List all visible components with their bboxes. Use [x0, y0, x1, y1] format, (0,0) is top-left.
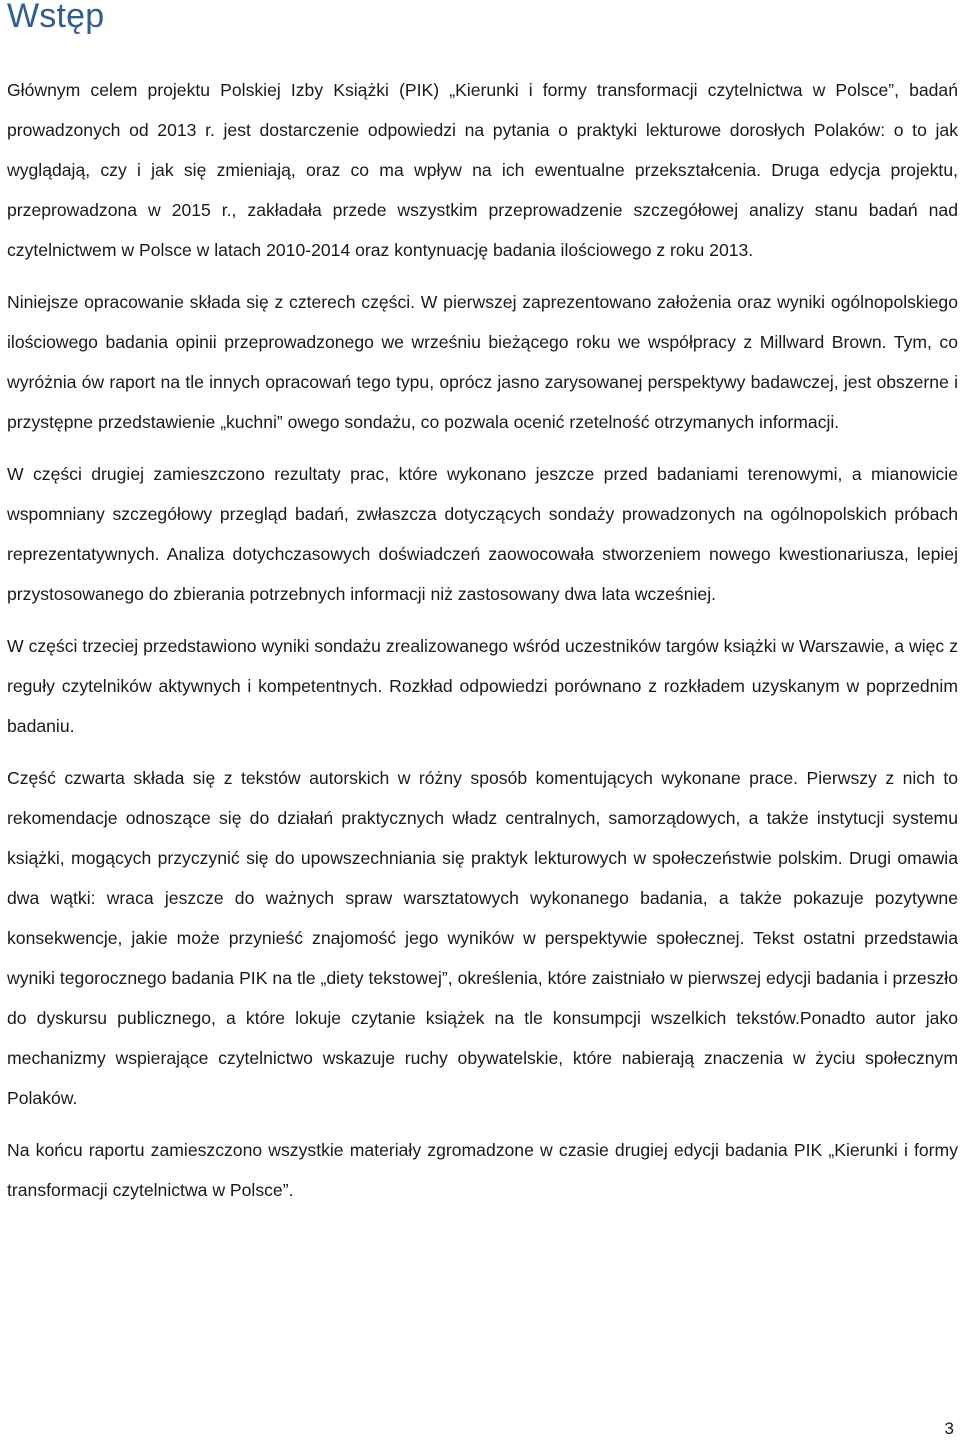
paragraph-structure: Niniejsze opracowanie składa się z czterech części. W pierwszej zaprezentowano założenia oraz wyniki ogólnopolskiego ilościowego badania opinii przeprowadzonego we wrześniu bieżącego roku we współpracy z Millward Brown. Tym, co wyróżnia ów raport na tle innych opracowań tego typu, oprócz jasno zarysowanej perspektywy badawczej, jest obszerne i przystępne przedstawienie „kuchni” owego sondażu, co pozwala ocenić rzetelność otrzymanych informacji. [7, 292, 958, 432]
paragraph-part-two: W części drugiej zamieszczono rezultaty prac, które wykonano jeszcze przed badaniami terenowymi, a mianowicie wspomniany szczegółowy przegląd badań, zwłaszcza dotyczących sondaży prowadzonych na ogólnopolskich próbach reprezentatywnych. Analiza dotychczasowych doświadczeń zaowocowała stworzeniem nowego kwestionariusza, lepiej przystosowanego do zbierania potrzebnych informacji niż zastosowany dwa lata wcześniej. [7, 464, 958, 604]
paragraph-intro: Głównym celem projektu Polskiej Izby Książki (PIK) „Kierunki i formy transformacji czytelnictwa w Polsce”, badań prowadzonych od 2013 r. jest dostarczenie odpowiedzi na pytania o praktyki lekturowe dorosłych Polaków: o to jak wyglądają, czy i jak się zmieniają, oraz co ma wpływ na ich ewentualne przekształcenia. Druga edycja projektu, przeprowadzona w 2015 r., zakładała przede wszystkim przeprowadzenie szczegółowej analizy stanu badań nad czytelnictwem w Polsce w latach 2010-2014 oraz kontynuację badania ilościowego z roku 2013. [7, 80, 958, 260]
page-number: 3 [944, 1419, 954, 1438]
body-text [7, 70, 958, 1222]
paragraph-closing: Na końcu raportu zamieszczono wszystkie materiały zgromadzone w czasie drugiej edycji badania PIK „Kierunki i formy transformacji czytelnictwa w Polsce”. [7, 1140, 958, 1200]
paragraph-part-three: W części trzeciej przedstawiono wyniki sondażu zrealizowanego wśród uczestników targów książki w Warszawie, a więc z reguły czytelników aktywnych i kompetentnych. Rozkład odpowiedzi porównano z rozkładem uzyskanym w poprzednim badaniu. [7, 636, 958, 736]
paragraph-part-four: Część czwarta składa się z tekstów autorskich w różny sposób komentujących wykonane prace. Pierwszy z nich to rekomendacje odnoszące się do działań praktycznych władz centralnych, samorządowych, a także instytucji systemu książki, mogących przyczynić się do upowszechniania się praktyk lekturowych w społeczeństwie polskim. Drugi omawia dwa wątki: wraca jeszcze do ważnych spraw warsztatowych wykonanego badania, a także pokazuje pozytywne konsekwencje, jakie może przynieść znajomość jego wyników w perspektywie społecznej. Tekst ostatni przedstawia wyniki tegorocznego badania PIK na tle „diety tekstowej”, określenia, które zaistniało w pierwszej edycji badania i przeszło do dyskursu publicznego, a które lokuje czytanie książek na tle konsumpcji wszelkich tekstów.Ponadto autor jako mechanizmy wspierające czytelnictwo wskazuje ruchy obywatelskie, które nabierają znaczenia w życiu społecznym Polaków. [7, 768, 958, 1108]
section-heading: Wstęp [7, 0, 105, 35]
